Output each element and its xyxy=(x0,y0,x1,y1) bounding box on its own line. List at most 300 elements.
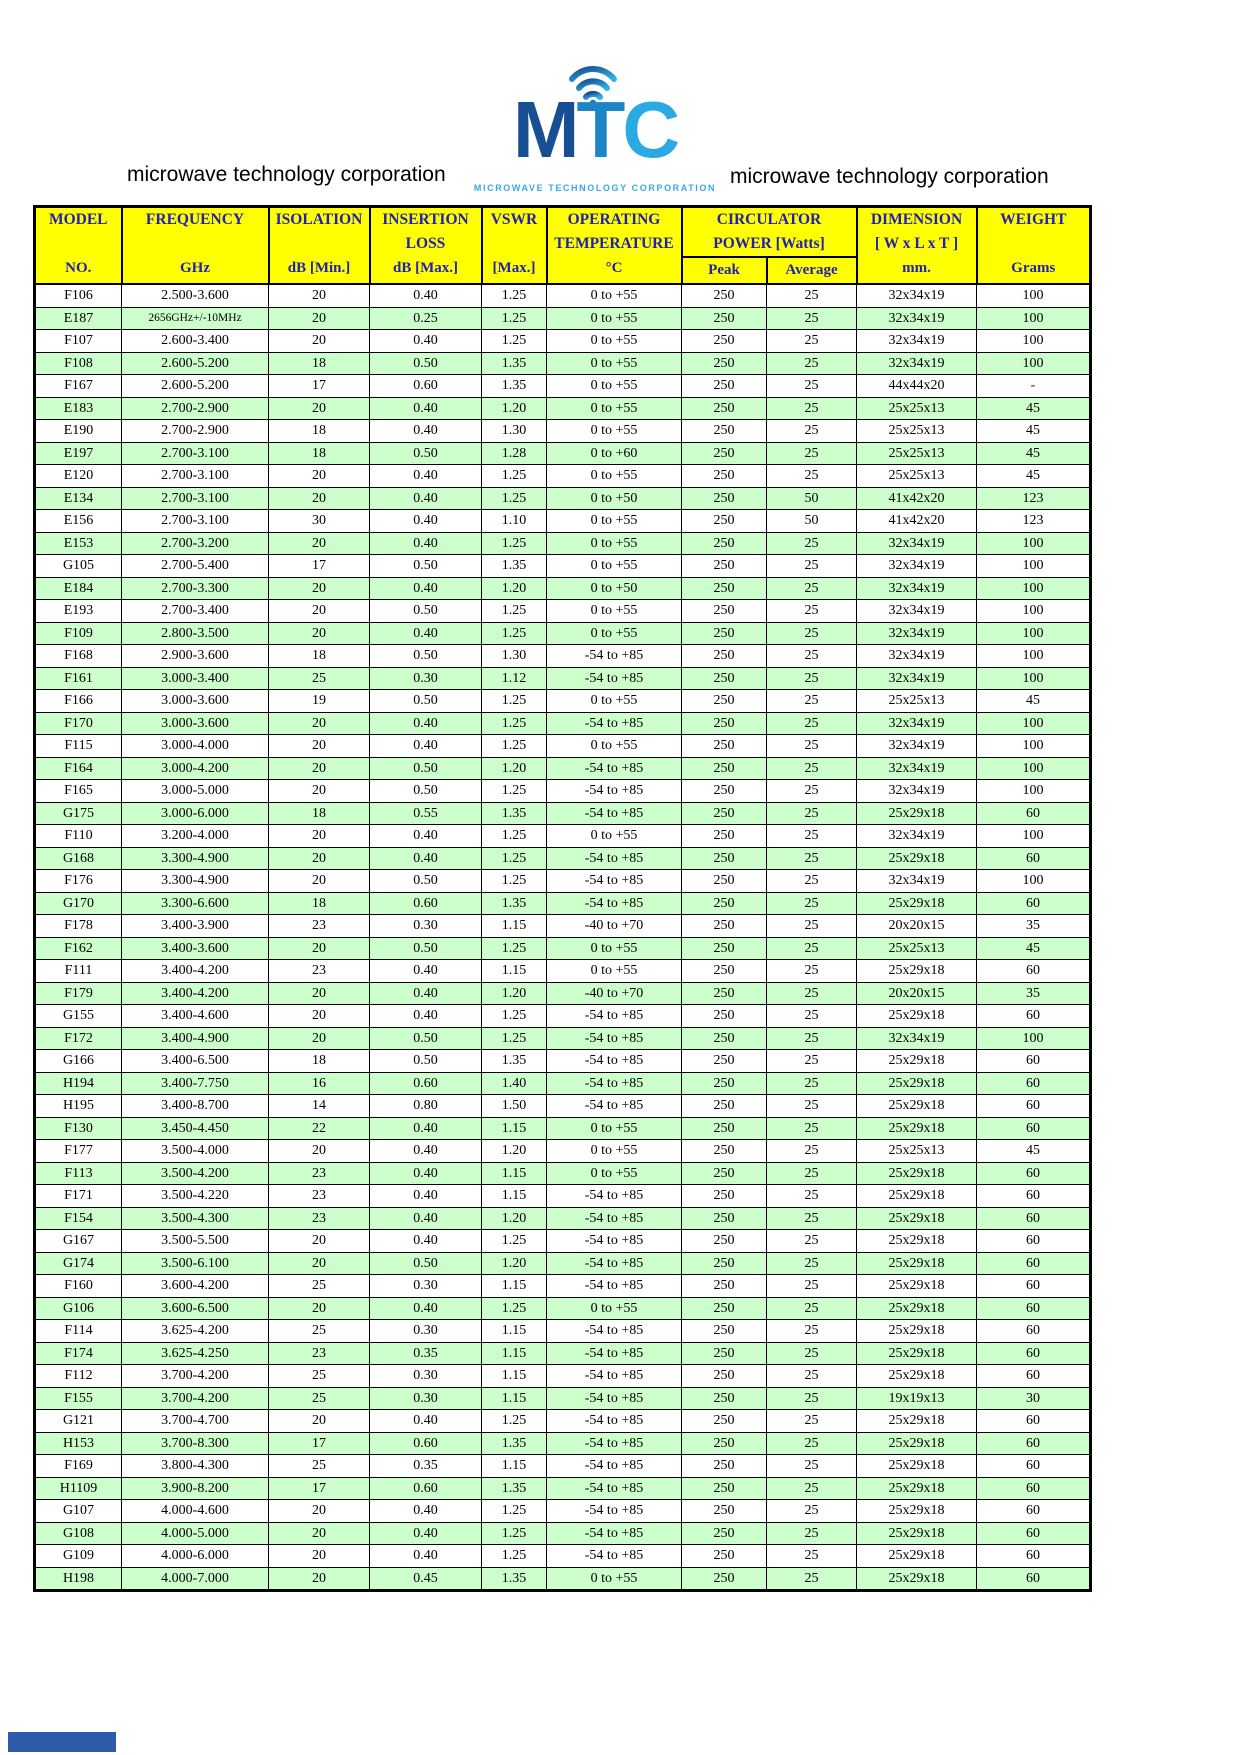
table-row xyxy=(35,1477,1091,1500)
cell-frequency_ghz: 3.400-6.500 xyxy=(122,1050,269,1073)
cell-power_average_watts: 25 xyxy=(767,1410,857,1433)
cell-dimension_mm: 25x29x18 xyxy=(857,1230,977,1253)
cell-dimension_mm: 25x29x18 xyxy=(857,1320,977,1343)
cell-insertion_loss_db_max: 0.30 xyxy=(370,1320,482,1343)
cell-power_average_watts: 25 xyxy=(767,690,857,713)
cell-power_peak_watts: 250 xyxy=(682,712,767,735)
cell-insertion_loss_db_max: 0.60 xyxy=(370,892,482,915)
cell-weight_grams: 45 xyxy=(977,937,1091,960)
col-header-line: [Max.] xyxy=(492,260,536,276)
table-row xyxy=(35,487,1091,510)
cell-model: G155 xyxy=(35,1005,122,1028)
cell-dimension_mm: 25x29x18 xyxy=(857,960,977,983)
cell-weight_grams: 60 xyxy=(977,1500,1091,1523)
cell-isolation_db_min: 20 xyxy=(269,825,370,848)
table-row xyxy=(35,712,1091,735)
col-header-insertion-loss xyxy=(370,207,482,285)
cell-model: F130 xyxy=(35,1117,122,1140)
cell-model: E193 xyxy=(35,600,122,623)
cell-weight_grams: 60 xyxy=(977,1230,1091,1253)
cell-insertion_loss_db_max: 0.40 xyxy=(370,622,482,645)
cell-power_average_watts: 25 xyxy=(767,735,857,758)
col-header-power-peak: Peak xyxy=(682,257,767,284)
cell-isolation_db_min: 22 xyxy=(269,1117,370,1140)
cell-isolation_db_min: 20 xyxy=(269,465,370,488)
cell-vswr_max: 1.35 xyxy=(482,555,547,578)
cell-dimension_mm: 25x25x13 xyxy=(857,442,977,465)
cell-power_average_watts: 25 xyxy=(767,1252,857,1275)
col-header-line: [ W x L x T ] xyxy=(874,235,959,252)
cell-power_peak_watts: 250 xyxy=(682,1230,767,1253)
cell-operating_temperature_c: 0 to +55 xyxy=(547,1117,682,1140)
cell-frequency_ghz: 3.000-3.600 xyxy=(122,712,269,735)
table-row xyxy=(35,1140,1091,1163)
table-header xyxy=(35,207,1091,285)
cell-isolation_db_min: 16 xyxy=(269,1072,370,1095)
cell-power_peak_watts: 250 xyxy=(682,1162,767,1185)
cell-insertion_loss_db_max: 0.40 xyxy=(370,1185,482,1208)
table-row xyxy=(35,1207,1091,1230)
cell-dimension_mm: 25x25x13 xyxy=(857,397,977,420)
cell-frequency_ghz: 3.400-7.750 xyxy=(122,1072,269,1095)
cell-isolation_db_min: 20 xyxy=(269,1140,370,1163)
cell-insertion_loss_db_max: 0.60 xyxy=(370,1477,482,1500)
cell-vswr_max: 1.30 xyxy=(482,420,547,443)
cell-power_peak_watts: 250 xyxy=(682,1522,767,1545)
cell-weight_grams: 100 xyxy=(977,712,1091,735)
cell-weight_grams: 60 xyxy=(977,1050,1091,1073)
cell-power_peak_watts: 250 xyxy=(682,960,767,983)
cell-model: F178 xyxy=(35,915,122,938)
logo-letter-t: T xyxy=(576,85,623,174)
table-row xyxy=(35,1545,1091,1568)
table-row xyxy=(35,847,1091,870)
cell-insertion_loss_db_max: 0.50 xyxy=(370,1252,482,1275)
table-row xyxy=(35,532,1091,555)
cell-operating_temperature_c: -54 to +85 xyxy=(547,1410,682,1433)
table-row xyxy=(35,1162,1091,1185)
cell-dimension_mm: 32x34x19 xyxy=(857,532,977,555)
table-row xyxy=(35,1185,1091,1208)
cell-insertion_loss_db_max: 0.50 xyxy=(370,1027,482,1050)
cell-vswr_max: 1.20 xyxy=(482,982,547,1005)
cell-dimension_mm: 20x20x15 xyxy=(857,982,977,1005)
cell-isolation_db_min: 20 xyxy=(269,622,370,645)
cell-insertion_loss_db_max: 0.60 xyxy=(370,1432,482,1455)
cell-power_average_watts: 25 xyxy=(767,577,857,600)
cell-power_average_watts: 25 xyxy=(767,1095,857,1118)
cell-frequency_ghz: 2.700-3.100 xyxy=(122,442,269,465)
cell-power_peak_watts: 250 xyxy=(682,555,767,578)
cell-dimension_mm: 32x34x19 xyxy=(857,870,977,893)
cell-operating_temperature_c: 0 to +55 xyxy=(547,510,682,533)
cell-power_average_watts: 25 xyxy=(767,1297,857,1320)
cell-vswr_max: 1.15 xyxy=(482,1185,547,1208)
cell-insertion_loss_db_max: 0.50 xyxy=(370,555,482,578)
cell-power_average_watts: 25 xyxy=(767,397,857,420)
table-row xyxy=(35,757,1091,780)
cell-weight_grams: 100 xyxy=(977,532,1091,555)
cell-operating_temperature_c: 0 to +55 xyxy=(547,1567,682,1591)
table-row xyxy=(35,600,1091,623)
cell-vswr_max: 1.35 xyxy=(482,375,547,398)
cell-operating_temperature_c: 0 to +50 xyxy=(547,487,682,510)
cell-model: F179 xyxy=(35,982,122,1005)
cell-operating_temperature_c: -54 to +85 xyxy=(547,667,682,690)
cell-power_peak_watts: 250 xyxy=(682,330,767,353)
cell-operating_temperature_c: -40 to +70 xyxy=(547,915,682,938)
table-body xyxy=(35,284,1091,1591)
cell-power_peak_watts: 250 xyxy=(682,510,767,533)
cell-operating_temperature_c: 0 to +55 xyxy=(547,330,682,353)
cell-isolation_db_min: 20 xyxy=(269,982,370,1005)
cell-isolation_db_min: 18 xyxy=(269,1050,370,1073)
col-header-line xyxy=(36,232,121,256)
cell-frequency_ghz: 4.000-4.600 xyxy=(122,1500,269,1523)
cell-model: E190 xyxy=(35,420,122,443)
cell-isolation_db_min: 23 xyxy=(269,960,370,983)
cell-power_peak_watts: 250 xyxy=(682,937,767,960)
table-row xyxy=(35,465,1091,488)
cell-vswr_max: 1.25 xyxy=(482,780,547,803)
cell-model: G109 xyxy=(35,1545,122,1568)
table-row xyxy=(35,1522,1091,1545)
cell-frequency_ghz: 3.000-6.000 xyxy=(122,802,269,825)
col-header-isolation xyxy=(269,207,370,285)
cell-dimension_mm: 25x29x18 xyxy=(857,1522,977,1545)
cell-power_peak_watts: 250 xyxy=(682,1342,767,1365)
cell-model: F174 xyxy=(35,1342,122,1365)
cell-weight_grams: 45 xyxy=(977,465,1091,488)
cell-model: E134 xyxy=(35,487,122,510)
cell-insertion_loss_db_max: 0.80 xyxy=(370,1095,482,1118)
cell-insertion_loss_db_max: 0.30 xyxy=(370,667,482,690)
cell-power_average_watts: 25 xyxy=(767,870,857,893)
cell-power_peak_watts: 250 xyxy=(682,1455,767,1478)
cell-power_peak_watts: 250 xyxy=(682,1027,767,1050)
table-row xyxy=(35,870,1091,893)
cell-weight_grams: 60 xyxy=(977,892,1091,915)
cell-vswr_max: 1.25 xyxy=(482,712,547,735)
cell-power_average_watts: 25 xyxy=(767,307,857,330)
cell-model: F111 xyxy=(35,960,122,983)
cell-frequency_ghz: 2.800-3.500 xyxy=(122,622,269,645)
col-header-frequency xyxy=(122,207,269,285)
cell-power_average_watts: 25 xyxy=(767,532,857,555)
cell-weight_grams: 100 xyxy=(977,307,1091,330)
cell-insertion_loss_db_max: 0.30 xyxy=(370,1365,482,1388)
table-row xyxy=(35,307,1091,330)
logo-letter-m: M xyxy=(512,85,577,174)
cell-model: H195 xyxy=(35,1095,122,1118)
cell-dimension_mm: 32x34x19 xyxy=(857,712,977,735)
cell-vswr_max: 1.25 xyxy=(482,307,547,330)
table-row xyxy=(35,1342,1091,1365)
cell-insertion_loss_db_max: 0.40 xyxy=(370,1207,482,1230)
cell-dimension_mm: 25x29x18 xyxy=(857,1050,977,1073)
cell-isolation_db_min: 20 xyxy=(269,1567,370,1591)
cell-isolation_db_min: 20 xyxy=(269,1252,370,1275)
cell-dimension_mm: 25x25x13 xyxy=(857,465,977,488)
cell-vswr_max: 1.25 xyxy=(482,735,547,758)
cell-frequency_ghz: 3.600-4.200 xyxy=(122,1275,269,1298)
cell-power_average_watts: 25 xyxy=(767,555,857,578)
cell-isolation_db_min: 30 xyxy=(269,510,370,533)
cell-operating_temperature_c: -54 to +85 xyxy=(547,1365,682,1388)
cell-weight_grams: 100 xyxy=(977,645,1091,668)
table-row xyxy=(35,284,1091,307)
cell-weight_grams: 60 xyxy=(977,1410,1091,1433)
col-header-line: °C xyxy=(605,260,623,276)
cell-model: F167 xyxy=(35,375,122,398)
cell-dimension_mm: 32x34x19 xyxy=(857,284,977,307)
cell-frequency_ghz: 3.700-4.200 xyxy=(122,1387,269,1410)
cell-vswr_max: 1.10 xyxy=(482,510,547,533)
cell-weight_grams: 60 xyxy=(977,1275,1091,1298)
cell-insertion_loss_db_max: 0.30 xyxy=(370,1387,482,1410)
cell-weight_grams: 60 xyxy=(977,1522,1091,1545)
cell-isolation_db_min: 18 xyxy=(269,892,370,915)
cell-operating_temperature_c: 0 to +55 xyxy=(547,1297,682,1320)
cell-model: F160 xyxy=(35,1275,122,1298)
cell-weight_grams: 60 xyxy=(977,1185,1091,1208)
cell-frequency_ghz: 2.900-3.600 xyxy=(122,645,269,668)
cell-operating_temperature_c: -54 to +85 xyxy=(547,1320,682,1343)
cell-weight_grams: 100 xyxy=(977,352,1091,375)
cell-dimension_mm: 25x29x18 xyxy=(857,1545,977,1568)
cell-insertion_loss_db_max: 0.40 xyxy=(370,1162,482,1185)
cell-insertion_loss_db_max: 0.35 xyxy=(370,1455,482,1478)
table-row xyxy=(35,1027,1091,1050)
cell-frequency_ghz: 2656GHz+/-10MHz xyxy=(122,307,269,330)
cell-operating_temperature_c: -54 to +85 xyxy=(547,645,682,668)
cell-model: H198 xyxy=(35,1567,122,1591)
cell-power_average_watts: 25 xyxy=(767,825,857,848)
cell-model: F165 xyxy=(35,780,122,803)
cell-operating_temperature_c: 0 to +55 xyxy=(547,555,682,578)
cell-dimension_mm: 25x29x18 xyxy=(857,1005,977,1028)
cell-vswr_max: 1.15 xyxy=(482,1320,547,1343)
cell-power_peak_watts: 250 xyxy=(682,645,767,668)
table-row xyxy=(35,577,1091,600)
cell-frequency_ghz: 2.600-5.200 xyxy=(122,352,269,375)
cell-vswr_max: 1.30 xyxy=(482,645,547,668)
col-header-line: LOSS xyxy=(405,235,446,252)
cell-model: F107 xyxy=(35,330,122,353)
table-row xyxy=(35,1072,1091,1095)
cell-isolation_db_min: 20 xyxy=(269,847,370,870)
table-row xyxy=(35,1500,1091,1523)
cell-power_average_watts: 25 xyxy=(767,757,857,780)
cell-power_average_watts: 25 xyxy=(767,1365,857,1388)
table-row xyxy=(35,442,1091,465)
cell-operating_temperature_c: -54 to +85 xyxy=(547,780,682,803)
cell-vswr_max: 1.35 xyxy=(482,1477,547,1500)
cell-insertion_loss_db_max: 0.40 xyxy=(370,960,482,983)
cell-frequency_ghz: 3.000-4.000 xyxy=(122,735,269,758)
cell-isolation_db_min: 18 xyxy=(269,420,370,443)
cell-operating_temperature_c: 0 to +55 xyxy=(547,465,682,488)
cell-frequency_ghz: 3.700-4.200 xyxy=(122,1365,269,1388)
cell-power_average_watts: 25 xyxy=(767,1567,857,1591)
cell-insertion_loss_db_max: 0.40 xyxy=(370,847,482,870)
cell-insertion_loss_db_max: 0.25 xyxy=(370,307,482,330)
cell-weight_grams: 45 xyxy=(977,1140,1091,1163)
cell-weight_grams: 60 xyxy=(977,1342,1091,1365)
cell-operating_temperature_c: -54 to +85 xyxy=(547,802,682,825)
cell-weight_grams: 45 xyxy=(977,420,1091,443)
cell-insertion_loss_db_max: 0.50 xyxy=(370,757,482,780)
company-name-left: microwave technology corporation xyxy=(127,163,446,186)
table-row xyxy=(35,645,1091,668)
cell-power_peak_watts: 250 xyxy=(682,577,767,600)
cell-vswr_max: 1.20 xyxy=(482,577,547,600)
cell-frequency_ghz: 3.400-3.600 xyxy=(122,937,269,960)
cell-weight_grams: 123 xyxy=(977,510,1091,533)
table-row xyxy=(35,1117,1091,1140)
cell-weight_grams: 60 xyxy=(977,960,1091,983)
cell-insertion_loss_db_max: 0.50 xyxy=(370,352,482,375)
cell-insertion_loss_db_max: 0.40 xyxy=(370,1500,482,1523)
cell-dimension_mm: 32x34x19 xyxy=(857,555,977,578)
cell-frequency_ghz: 3.800-4.300 xyxy=(122,1455,269,1478)
cell-weight_grams: 100 xyxy=(977,870,1091,893)
cell-model: G175 xyxy=(35,802,122,825)
cell-dimension_mm: 32x34x19 xyxy=(857,330,977,353)
cell-power_peak_watts: 250 xyxy=(682,1297,767,1320)
cell-model: G106 xyxy=(35,1297,122,1320)
cell-weight_grams: 100 xyxy=(977,1027,1091,1050)
cell-model: G105 xyxy=(35,555,122,578)
cell-frequency_ghz: 3.400-8.700 xyxy=(122,1095,269,1118)
cell-isolation_db_min: 20 xyxy=(269,735,370,758)
cell-isolation_db_min: 20 xyxy=(269,397,370,420)
cell-operating_temperature_c: -54 to +85 xyxy=(547,1005,682,1028)
cell-model: E183 xyxy=(35,397,122,420)
cell-weight_grams: 123 xyxy=(977,487,1091,510)
col-header-circulator-power xyxy=(682,207,857,258)
cell-insertion_loss_db_max: 0.40 xyxy=(370,1522,482,1545)
cell-frequency_ghz: 3.625-4.200 xyxy=(122,1320,269,1343)
col-header-model xyxy=(35,207,122,285)
cell-operating_temperature_c: -54 to +85 xyxy=(547,1500,682,1523)
cell-frequency_ghz: 3.300-4.900 xyxy=(122,847,269,870)
cell-weight_grams: 100 xyxy=(977,757,1091,780)
cell-vswr_max: 1.15 xyxy=(482,1117,547,1140)
cell-dimension_mm: 25x25x13 xyxy=(857,1140,977,1163)
cell-isolation_db_min: 23 xyxy=(269,1185,370,1208)
cell-power_average_watts: 25 xyxy=(767,1320,857,1343)
cell-dimension_mm: 32x34x19 xyxy=(857,667,977,690)
cell-power_average_watts: 25 xyxy=(767,1545,857,1568)
cell-frequency_ghz: 2.700-2.900 xyxy=(122,397,269,420)
cell-weight_grams: 60 xyxy=(977,1320,1091,1343)
cell-frequency_ghz: 3.500-4.200 xyxy=(122,1162,269,1185)
cell-vswr_max: 1.25 xyxy=(482,600,547,623)
cell-dimension_mm: 25x29x18 xyxy=(857,802,977,825)
cell-dimension_mm: 25x29x18 xyxy=(857,1342,977,1365)
cell-isolation_db_min: 17 xyxy=(269,375,370,398)
cell-power_average_watts: 25 xyxy=(767,937,857,960)
cell-model: E153 xyxy=(35,532,122,555)
cell-operating_temperature_c: -54 to +85 xyxy=(547,892,682,915)
cell-insertion_loss_db_max: 0.50 xyxy=(370,442,482,465)
cell-power_average_watts: 25 xyxy=(767,375,857,398)
cell-power_average_watts: 25 xyxy=(767,330,857,353)
table-row xyxy=(35,1095,1091,1118)
cell-model: F162 xyxy=(35,937,122,960)
cell-operating_temperature_c: 0 to +55 xyxy=(547,622,682,645)
cell-dimension_mm: 25x29x18 xyxy=(857,1095,977,1118)
cell-power_peak_watts: 250 xyxy=(682,375,767,398)
cell-operating_temperature_c: 0 to +55 xyxy=(547,1140,682,1163)
cell-operating_temperature_c: 0 to +55 xyxy=(547,532,682,555)
col-header-line: dB [Min.] xyxy=(287,260,351,276)
cell-isolation_db_min: 25 xyxy=(269,1455,370,1478)
cell-operating_temperature_c: -54 to +85 xyxy=(547,1342,682,1365)
cell-operating_temperature_c: -40 to +70 xyxy=(547,982,682,1005)
cell-power_average_watts: 25 xyxy=(767,1455,857,1478)
cell-isolation_db_min: 20 xyxy=(269,532,370,555)
cell-isolation_db_min: 25 xyxy=(269,1365,370,1388)
cell-isolation_db_min: 19 xyxy=(269,690,370,713)
cell-weight_grams: 60 xyxy=(977,847,1091,870)
cell-frequency_ghz: 3.200-4.000 xyxy=(122,825,269,848)
cell-isolation_db_min: 23 xyxy=(269,1342,370,1365)
cell-model: E156 xyxy=(35,510,122,533)
cell-power_peak_watts: 250 xyxy=(682,780,767,803)
cell-power_average_watts: 25 xyxy=(767,892,857,915)
footer-blue-bar xyxy=(8,1732,116,1752)
cell-insertion_loss_db_max: 0.45 xyxy=(370,1567,482,1591)
cell-model: G107 xyxy=(35,1500,122,1523)
cell-power_average_watts: 25 xyxy=(767,915,857,938)
cell-vswr_max: 1.20 xyxy=(482,397,547,420)
circulator-datasheet-table xyxy=(33,205,1092,1592)
cell-power_peak_watts: 250 xyxy=(682,284,767,307)
cell-dimension_mm: 25x25x13 xyxy=(857,420,977,443)
cell-model: F176 xyxy=(35,870,122,893)
cell-frequency_ghz: 3.700-4.700 xyxy=(122,1410,269,1433)
cell-insertion_loss_db_max: 0.40 xyxy=(370,532,482,555)
cell-vswr_max: 1.20 xyxy=(482,1140,547,1163)
table-row xyxy=(35,937,1091,960)
table-row xyxy=(35,510,1091,533)
table-row xyxy=(35,802,1091,825)
cell-frequency_ghz: 2.600-3.400 xyxy=(122,330,269,353)
cell-weight_grams: 100 xyxy=(977,825,1091,848)
cell-isolation_db_min: 20 xyxy=(269,1027,370,1050)
cell-insertion_loss_db_max: 0.40 xyxy=(370,487,482,510)
cell-operating_temperature_c: -54 to +85 xyxy=(547,1545,682,1568)
cell-power_peak_watts: 250 xyxy=(682,420,767,443)
cell-operating_temperature_c: 0 to +55 xyxy=(547,600,682,623)
cell-frequency_ghz: 2.700-2.900 xyxy=(122,420,269,443)
cell-weight_grams: 45 xyxy=(977,397,1091,420)
cell-vswr_max: 1.35 xyxy=(482,892,547,915)
cell-insertion_loss_db_max: 0.40 xyxy=(370,1140,482,1163)
cell-frequency_ghz: 2.700-3.100 xyxy=(122,510,269,533)
cell-power_average_watts: 25 xyxy=(767,1432,857,1455)
cell-dimension_mm: 25x29x18 xyxy=(857,1185,977,1208)
cell-dimension_mm: 25x25x13 xyxy=(857,937,977,960)
cell-model: F113 xyxy=(35,1162,122,1185)
cell-model: E184 xyxy=(35,577,122,600)
cell-power_average_watts: 25 xyxy=(767,352,857,375)
cell-isolation_db_min: 20 xyxy=(269,487,370,510)
cell-insertion_loss_db_max: 0.30 xyxy=(370,1275,482,1298)
cell-dimension_mm: 32x34x19 xyxy=(857,577,977,600)
